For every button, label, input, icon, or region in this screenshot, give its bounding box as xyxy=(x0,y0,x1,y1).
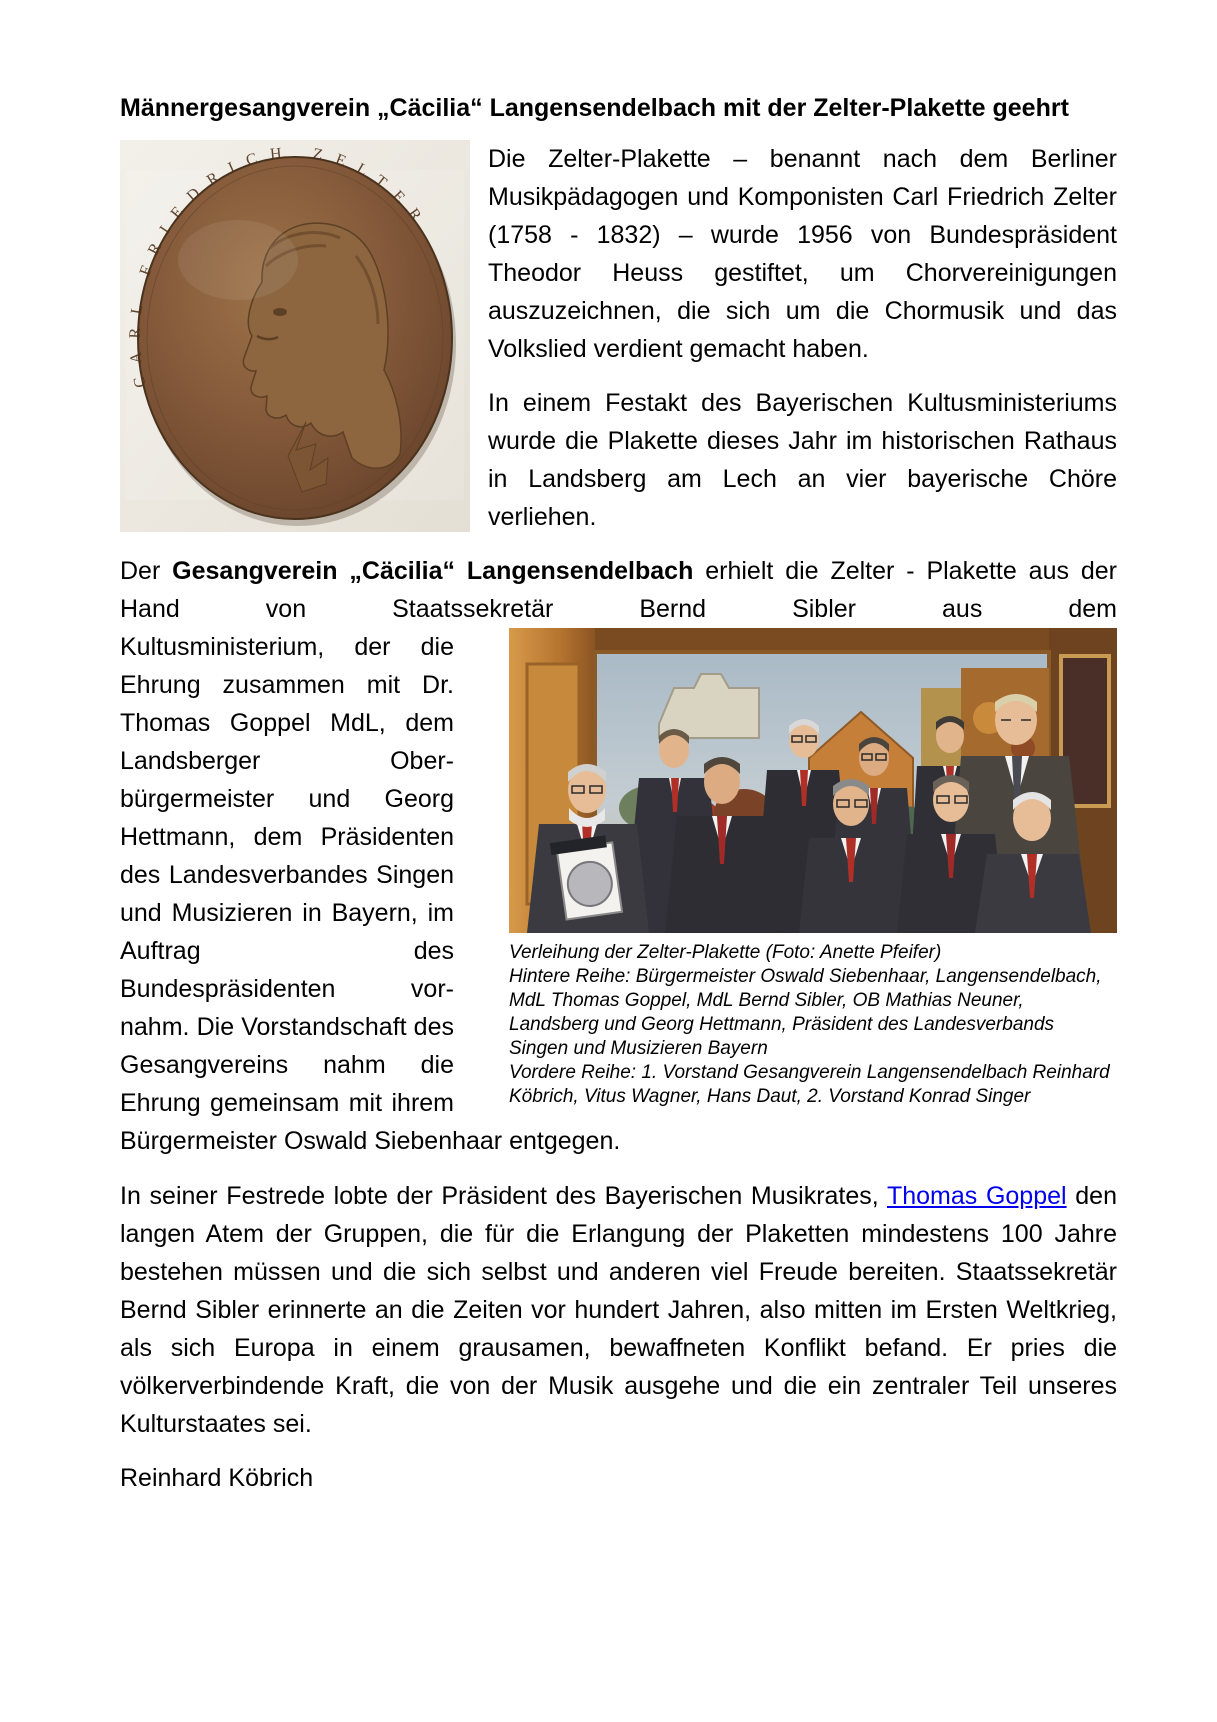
festrede-post: den langen Atem der Gruppen, die für die Erlangung der Plaketten mindestens 100 Jahre bestehen müssen und die sich selbst und anderen viel Freude bereiten. Staatssekretär Bernd Sibler erinnerte an die Zeiten vor hundert Jahren, also mitten im Ersten Weltkrieg, als sich Europa in einem grausamen, bewaffneten Konflikt befand. Er pries die völkerverbindende Kraft, die von der Musik ausgehe und die ein zentraler Teil unseres Kulturstaates sei. xyxy=(120,1182,1117,1438)
paragraph-zelter-plakette: Die Zelter-Plakette – benannt nach dem Berliner Musikpädagogen und Komponisten Carl Friedrich Zelter (1758 - 1832) – wurde 1956 von Bundespräsident Theodor Heuss gestiftet, um Chorvereinigungen auszuzeichnen, die sich um die Chormusik und das Volkslied verdient gemacht haben. xyxy=(488,145,1117,363)
group-photo xyxy=(509,628,1117,933)
intro-post: erhielt die Zelter - Plakette aus der Hand von Staatssekretär Bernd Sibler aus dem xyxy=(120,557,1117,623)
caption-front-row: Vordere Reihe: 1. Vorstand Gesangverein Langensendelbach Reinhard Köbrich, Vitus Wagner, Hans Daut, 2. Vorstand Konrad Singer xyxy=(509,1062,1110,1107)
group-photo-caption xyxy=(509,941,1117,1109)
thomas-goppel-link[interactable]: Thomas Goppel xyxy=(886,1182,1067,1210)
paragraph-festakt: In einem Festakt des Bayerischen Kultusministeriums wurde die Plakette dieses Jahr im historischen Rathaus in Landsberg am Lech an vier bayerische Chöre verliehen. xyxy=(488,389,1117,531)
intro-pre: Der xyxy=(120,557,173,585)
medal-eye xyxy=(273,308,287,316)
festrede-pre: In seiner Festrede lobte der Präsident des Bayerischen Musikrates, xyxy=(120,1182,887,1210)
signature: Reinhard Köbrich xyxy=(120,1464,314,1492)
caption-back-row: Hintere Reihe: Bürgermeister Oswald Siebenhaar, Langensendelbach, MdL Thomas Goppel, MdL Bernd Sibler, OB Mathias Neuner, Landsberg und Georg Hettmann, Präsident des Landesverbands Singen und Musizieren Bayern xyxy=(509,966,1102,1059)
medal-engraving: CARL FRIEDRICH ZELTER xyxy=(126,144,432,389)
medal-section xyxy=(120,140,1117,536)
group-photo-figure xyxy=(509,628,1117,1109)
paragraph-left-column: Kultusministerium, der die Ehrung zusammen mit Dr. Thomas Goppel MdL, dem Landsberger Ober-bürgermeister und Georg Hettmann, dem Präsidenten des Landesverbandes Singen und Musizieren in Bayern, im Auftrag des Bundespräsidenten vor-nahm. Die Vorstandschaft des Gesangvereins nahm die Ehrung gemeinsam mit ihrem Bürgermeister Oswald Siebenhaar entgegen. xyxy=(120,633,621,1155)
page-title: Männergesangverein „Cäcilia“ Langensendelbach mit der Zelter-Plakette geehrt xyxy=(120,94,1069,122)
paragraph-intro xyxy=(120,552,1117,628)
medal-illustration xyxy=(120,140,470,532)
caption-credit: Verleihung der Zelter-Plakette (Foto: Anette Pfeifer) xyxy=(509,942,942,963)
intro-verein-bold: Gesangverein „Cäcilia“ Langensendelbach xyxy=(172,557,694,585)
medal-photo xyxy=(120,140,470,532)
photo-section xyxy=(120,628,1117,1160)
paragraph-festrede xyxy=(120,1177,1117,1443)
